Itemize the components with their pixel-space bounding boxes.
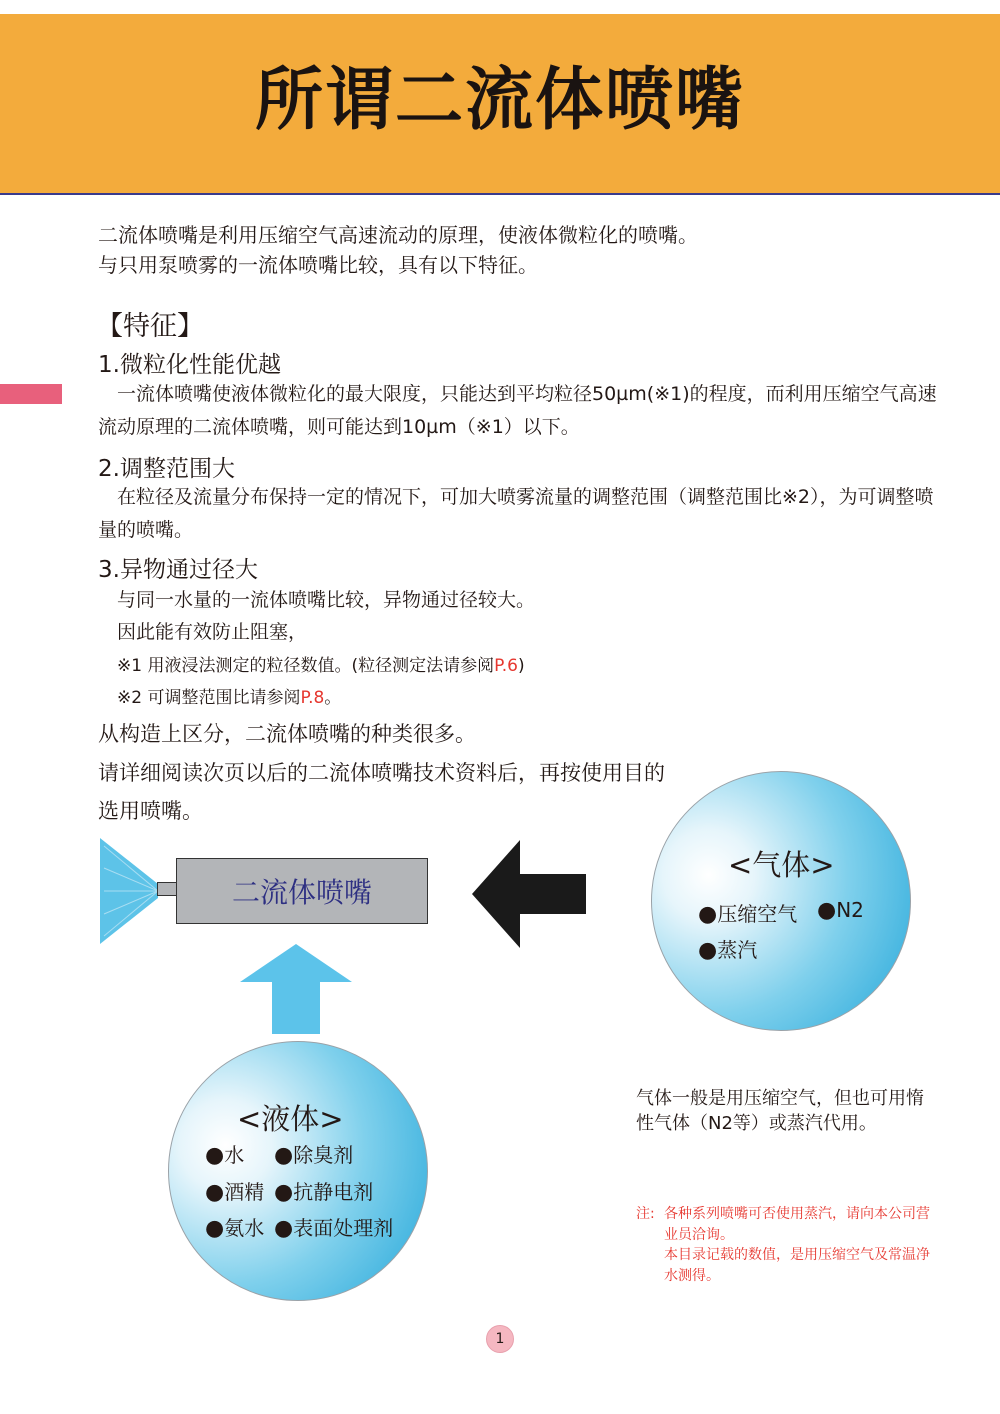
feature-1-title: 1.微粒化性能优越 (98, 352, 281, 378)
nozzle-tip (157, 882, 177, 896)
note-line-3: 本目录记载的数值，是用压缩空气及常温净 (664, 1247, 930, 1263)
page-number: 1 (486, 1325, 514, 1353)
spray-fan-icon (100, 838, 160, 944)
side-tab-marker (0, 384, 62, 404)
feature-1-text: 一流体喷嘴使液体微粒化的最大限度，只能达到平均粒径50µm(※1)的程度，而利用压缩空气高速流动原理的二流体喷嘴，则可能达到10µm（※1）以下。 (98, 383, 937, 438)
gas-item-n2: ●N2 (817, 898, 864, 923)
feature-3-line-2: 因此能有效防止阻塞， (117, 621, 308, 643)
gas-note: 气体一般是用压缩空气，但也可用惰性气体（N2等）或蒸汽代用。 (636, 1088, 924, 1134)
liquid-item-water: ●水 (205, 1143, 245, 1168)
liquid-item-surface-agent: ●表面处理剂 (274, 1216, 394, 1241)
feature-3-line-1: 与同一水量的一流体喷嘴比较，异物通过径较大。 (117, 589, 536, 611)
page-ref-p6[interactable]: P.6 (494, 656, 518, 676)
note-prefix: 注: (636, 1206, 655, 1222)
feature-3-title: 3.异物通过径大 (98, 557, 258, 583)
gas-item-compressed-air: ●压缩空气 (698, 902, 798, 927)
liquid-item-ammonia: ●氨水 (205, 1216, 265, 1241)
liquid-item-deodorant: ●除臭剂 (274, 1143, 354, 1168)
liquid-item-antistatic: ●抗静电剂 (274, 1180, 374, 1205)
feature-2-text: 在粒径及流量分布保持一定的情况下，可加大喷雾流量的调整范围（调整范围比※2），为可调整喷量的喷嘴。 (98, 486, 934, 541)
liquid-title: <液体> (237, 1102, 344, 1136)
liquid-item-alcohol: ●酒精 (205, 1180, 265, 1205)
features-heading: 【特征】 (96, 311, 204, 342)
liquid-circle (168, 1041, 428, 1301)
intro-line-2: 与只用泵喷雾的一流体喷嘴比较，具有以下特征。 (98, 253, 538, 277)
closing-line-3: 选用喷嘴。 (98, 799, 203, 823)
arrow-up-icon (240, 944, 352, 1034)
closing-line-2: 请详细阅读次页以后的二流体喷嘴技术资料后，再按使用目的 (98, 761, 665, 785)
note-line-1: 各种系列喷嘴可否使用蒸汽，请向本公司营 (664, 1206, 930, 1222)
feature-2-title: 2.调整范围大 (98, 456, 235, 482)
gas-item-steam: ●蒸汽 (698, 938, 758, 963)
gas-title: <气体> (728, 848, 835, 882)
arrow-left-icon (472, 840, 588, 948)
page-title: 所谓二流体喷嘴 (254, 60, 745, 140)
nozzle-label: 二流体喷嘴 (231, 876, 372, 909)
footnote-1: ※1 用液浸法测定的粒径数值。(粒径测定法请参阅P.6) (117, 656, 525, 676)
intro-line-1: 二流体喷嘴是利用压缩空气高速流动的原理，使液体微粒化的喷嘴。 (98, 223, 698, 247)
note-line-2: 业员洽询。 (664, 1227, 734, 1243)
page-ref-p8[interactable]: P.8 (300, 688, 325, 708)
note-line-4: 水测得。 (664, 1268, 720, 1284)
footnote-2: ※2 可调整范围比请参阅P.8。 (117, 688, 342, 708)
closing-line-1: 从构造上区分，二流体喷嘴的种类很多。 (98, 722, 476, 746)
nozzle-body (176, 858, 428, 924)
